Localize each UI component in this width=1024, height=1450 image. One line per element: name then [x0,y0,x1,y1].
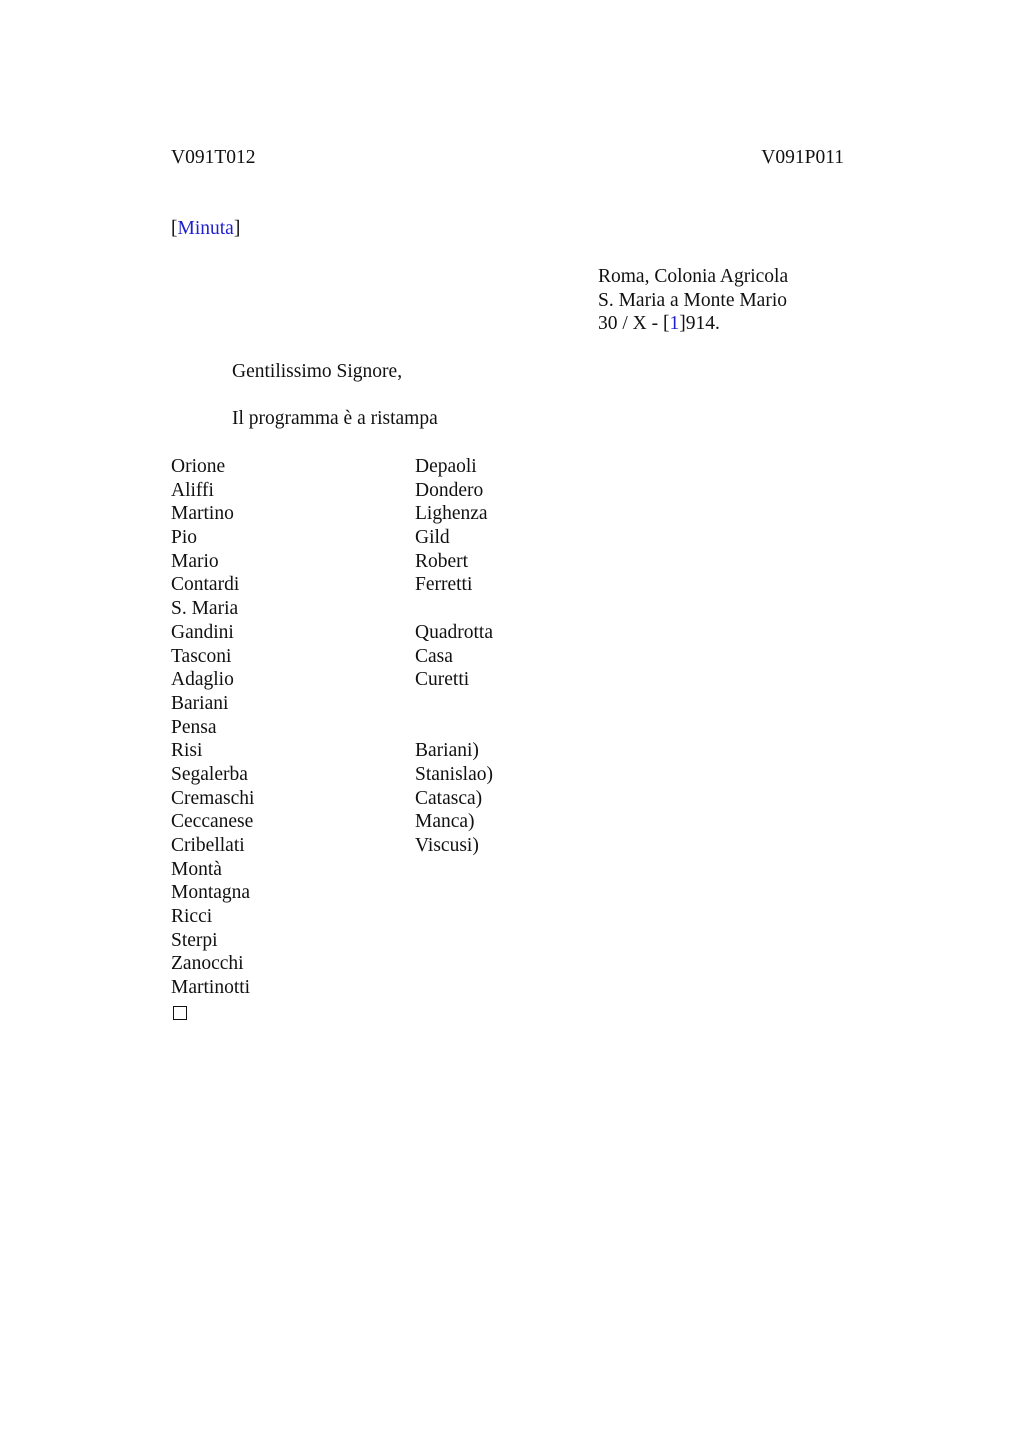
name-entry: Zanocchi [171,953,244,975]
bracket-open: [ [171,218,178,239]
name-entry: Bariani [171,692,229,714]
name-entry: Martinotti [171,977,251,999]
name-entry [415,716,493,740]
name-entry: Contardi [171,574,240,596]
minuta-label: Minuta [177,218,234,239]
bracket-close: ] [233,218,241,239]
name-entry: Manca) [415,811,475,833]
document-code-left: V091T012 [171,147,256,168]
name-entry: Quadrotta [415,621,493,643]
name-entry: Martino [171,503,234,525]
name-entry: Pio [171,527,198,549]
end-marker [171,1000,254,1024]
date-line [598,312,788,336]
name-entry: Catasca) [415,787,483,809]
name-entry [415,692,493,716]
name-entry: Depaoli [415,456,477,477]
name-entry: Bariani) [415,740,479,762]
name-entry: Lighenza [415,503,488,525]
name-entry: Cremaschi [171,787,255,809]
name-entry: Orione [171,456,226,477]
salutation: Gentilissimo Signore, [232,361,403,382]
name-entry: Ricci [171,906,213,928]
place-line-1: Roma, Colonia Agricola [598,266,789,287]
name-entry: Aliffi [171,479,214,501]
name-entry: Robert [415,550,469,572]
name-entry: Montagna [171,882,251,904]
name-entry [415,597,493,621]
date-prefix: 30 / X - [ [598,313,670,335]
letter-body: Il programma è a ristampa [232,408,438,429]
name-entry: Tasconi [171,645,232,667]
place-date-block [598,265,788,336]
name-entry: Sterpi [171,929,218,951]
names-column-left [171,455,254,1024]
names-column-right [415,455,493,858]
date-inserted-digit: 1 [669,313,680,335]
editorial-note [171,217,240,241]
name-entry: Viscusi) [415,835,479,856]
name-entry: Montà [171,858,222,880]
name-entry: Casa [415,645,453,667]
name-entry: Ferretti [415,574,473,596]
name-entry: Mario [171,550,219,572]
name-entry: Segalerba [171,763,248,785]
name-entry: Dondero [415,479,484,501]
name-entry: Cribellati [171,835,245,856]
name-entry: Pensa [171,716,217,738]
document-code-right: V091P011 [761,147,844,168]
name-entry: Adaglio [171,669,234,691]
date-suffix: ]914. [679,313,720,335]
name-entry: Curetti [415,669,470,691]
name-entry: Risi [171,740,203,762]
name-entry: Stanislao) [415,763,493,785]
name-entry: Ceccanese [171,811,254,833]
empty-square-icon [173,1006,187,1020]
name-entry: Gild [415,527,450,549]
place-line-2: S. Maria a Monte Mario [598,289,788,311]
name-entry: Gandini [171,621,234,643]
name-entry: S. Maria [171,598,239,620]
